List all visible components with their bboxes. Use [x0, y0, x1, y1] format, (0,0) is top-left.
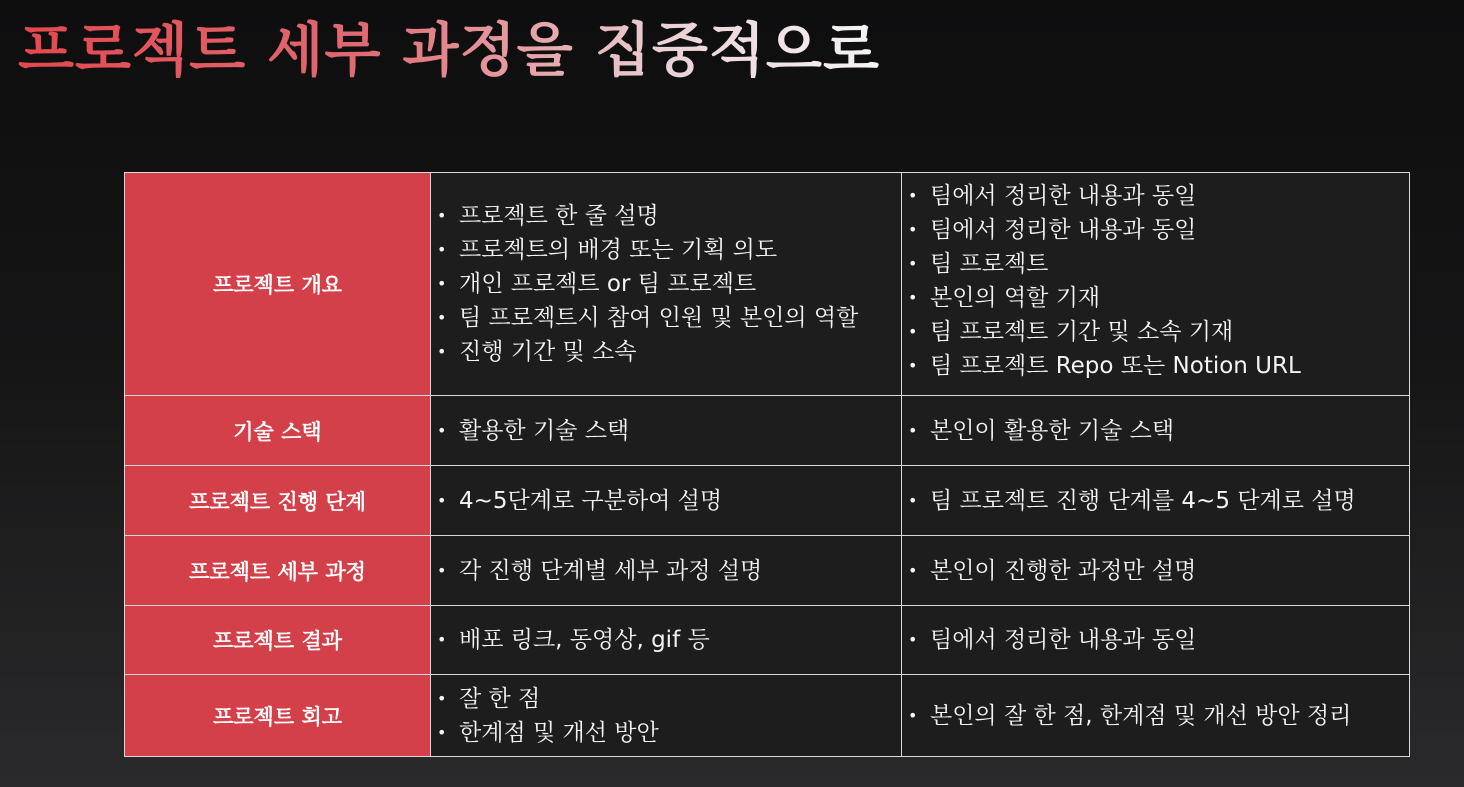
- table-row: [125, 173, 1410, 396]
- list-item: • 프로젝트 한 줄 설명: [437, 199, 901, 233]
- table-row: [125, 536, 1410, 606]
- overview-col2-cell: [431, 173, 902, 396]
- bullet-list: [902, 484, 1409, 518]
- list-item: • 한계점 및 개선 방안: [437, 716, 901, 750]
- list-item: • 각 진행 단계별 세부 과정 설명: [437, 554, 901, 588]
- list-item: • 잘 한 점: [437, 682, 901, 716]
- bullet-list: [902, 179, 1409, 383]
- table-row: [125, 675, 1410, 757]
- bullet-list: [431, 682, 901, 750]
- overview-col3-cell: [902, 173, 1410, 396]
- bullet-list: [431, 554, 901, 588]
- bullet-list: [902, 623, 1409, 657]
- progress-stages-col2-cell: [431, 466, 902, 536]
- list-item: • 팀 프로젝트 진행 단계를 4~5 단계로 설명: [908, 484, 1409, 518]
- row-label-retrospective: 프로젝트 회고: [125, 675, 431, 757]
- list-item: • 팀 프로젝트: [908, 247, 1409, 281]
- bullet-list: [431, 199, 901, 369]
- list-item: • 본인이 활용한 기술 스택: [908, 414, 1409, 448]
- tech-stack-col2-cell: [431, 396, 902, 466]
- list-item: • 배포 링크, 동영상, gif 등: [437, 623, 901, 657]
- bullet-list: [431, 623, 901, 657]
- detailed-process-col2-cell: [431, 536, 902, 606]
- list-item: • 팀에서 정리한 내용과 동일: [908, 179, 1409, 213]
- bullet-list: [902, 554, 1409, 588]
- row-label-overview: 프로젝트 개요: [125, 173, 431, 396]
- tech-stack-col3-cell: [902, 396, 1410, 466]
- table-row: [125, 606, 1410, 675]
- results-col3-cell: [902, 606, 1410, 675]
- detailed-process-col3-cell: [902, 536, 1410, 606]
- results-col2-cell: [431, 606, 902, 675]
- comparison-table: [124, 172, 1410, 757]
- list-item: • 프로젝트의 배경 또는 기획 의도: [437, 233, 901, 267]
- list-item: • 활용한 기술 스택: [437, 414, 901, 448]
- bullet-list: [431, 484, 901, 518]
- list-item: • 본인이 진행한 과정만 설명: [908, 554, 1409, 588]
- retrospective-col2-cell: [431, 675, 902, 757]
- retrospective-col3-cell: [902, 675, 1410, 757]
- bullet-list: [902, 414, 1409, 448]
- progress-stages-col3-cell: [902, 466, 1410, 536]
- list-item: • 팀에서 정리한 내용과 동일: [908, 213, 1409, 247]
- list-item: • 4~5단계로 구분하여 설명: [437, 484, 901, 518]
- table-row: [125, 466, 1410, 536]
- list-item: • 개인 프로젝트 or 팀 프로젝트: [437, 267, 901, 301]
- bullet-list: [431, 414, 901, 448]
- list-item: • 팀 프로젝트 Repo 또는 Notion URL: [908, 349, 1409, 383]
- list-item: • 팀 프로젝트 기간 및 소속 기재: [908, 315, 1409, 349]
- table-row: [125, 396, 1410, 466]
- list-item: • 팀 프로젝트시 참여 인원 및 본인의 역할: [437, 301, 901, 335]
- row-label-progress-stages: 프로젝트 진행 단계: [125, 466, 431, 536]
- slide-title: 프로젝트 세부 과정을 집중적으로: [18, 8, 880, 92]
- list-item: • 팀에서 정리한 내용과 동일: [908, 623, 1409, 657]
- row-label-results: 프로젝트 결과: [125, 606, 431, 675]
- row-label-tech-stack: 기술 스택: [125, 396, 431, 466]
- list-item: • 진행 기간 및 소속: [437, 335, 901, 369]
- row-label-detailed-process: 프로젝트 세부 과정: [125, 536, 431, 606]
- list-item: • 본인의 역할 기재: [908, 281, 1409, 315]
- bullet-list: [902, 699, 1409, 733]
- list-item: • 본인의 잘 한 점, 한계점 및 개선 방안 정리: [908, 699, 1409, 733]
